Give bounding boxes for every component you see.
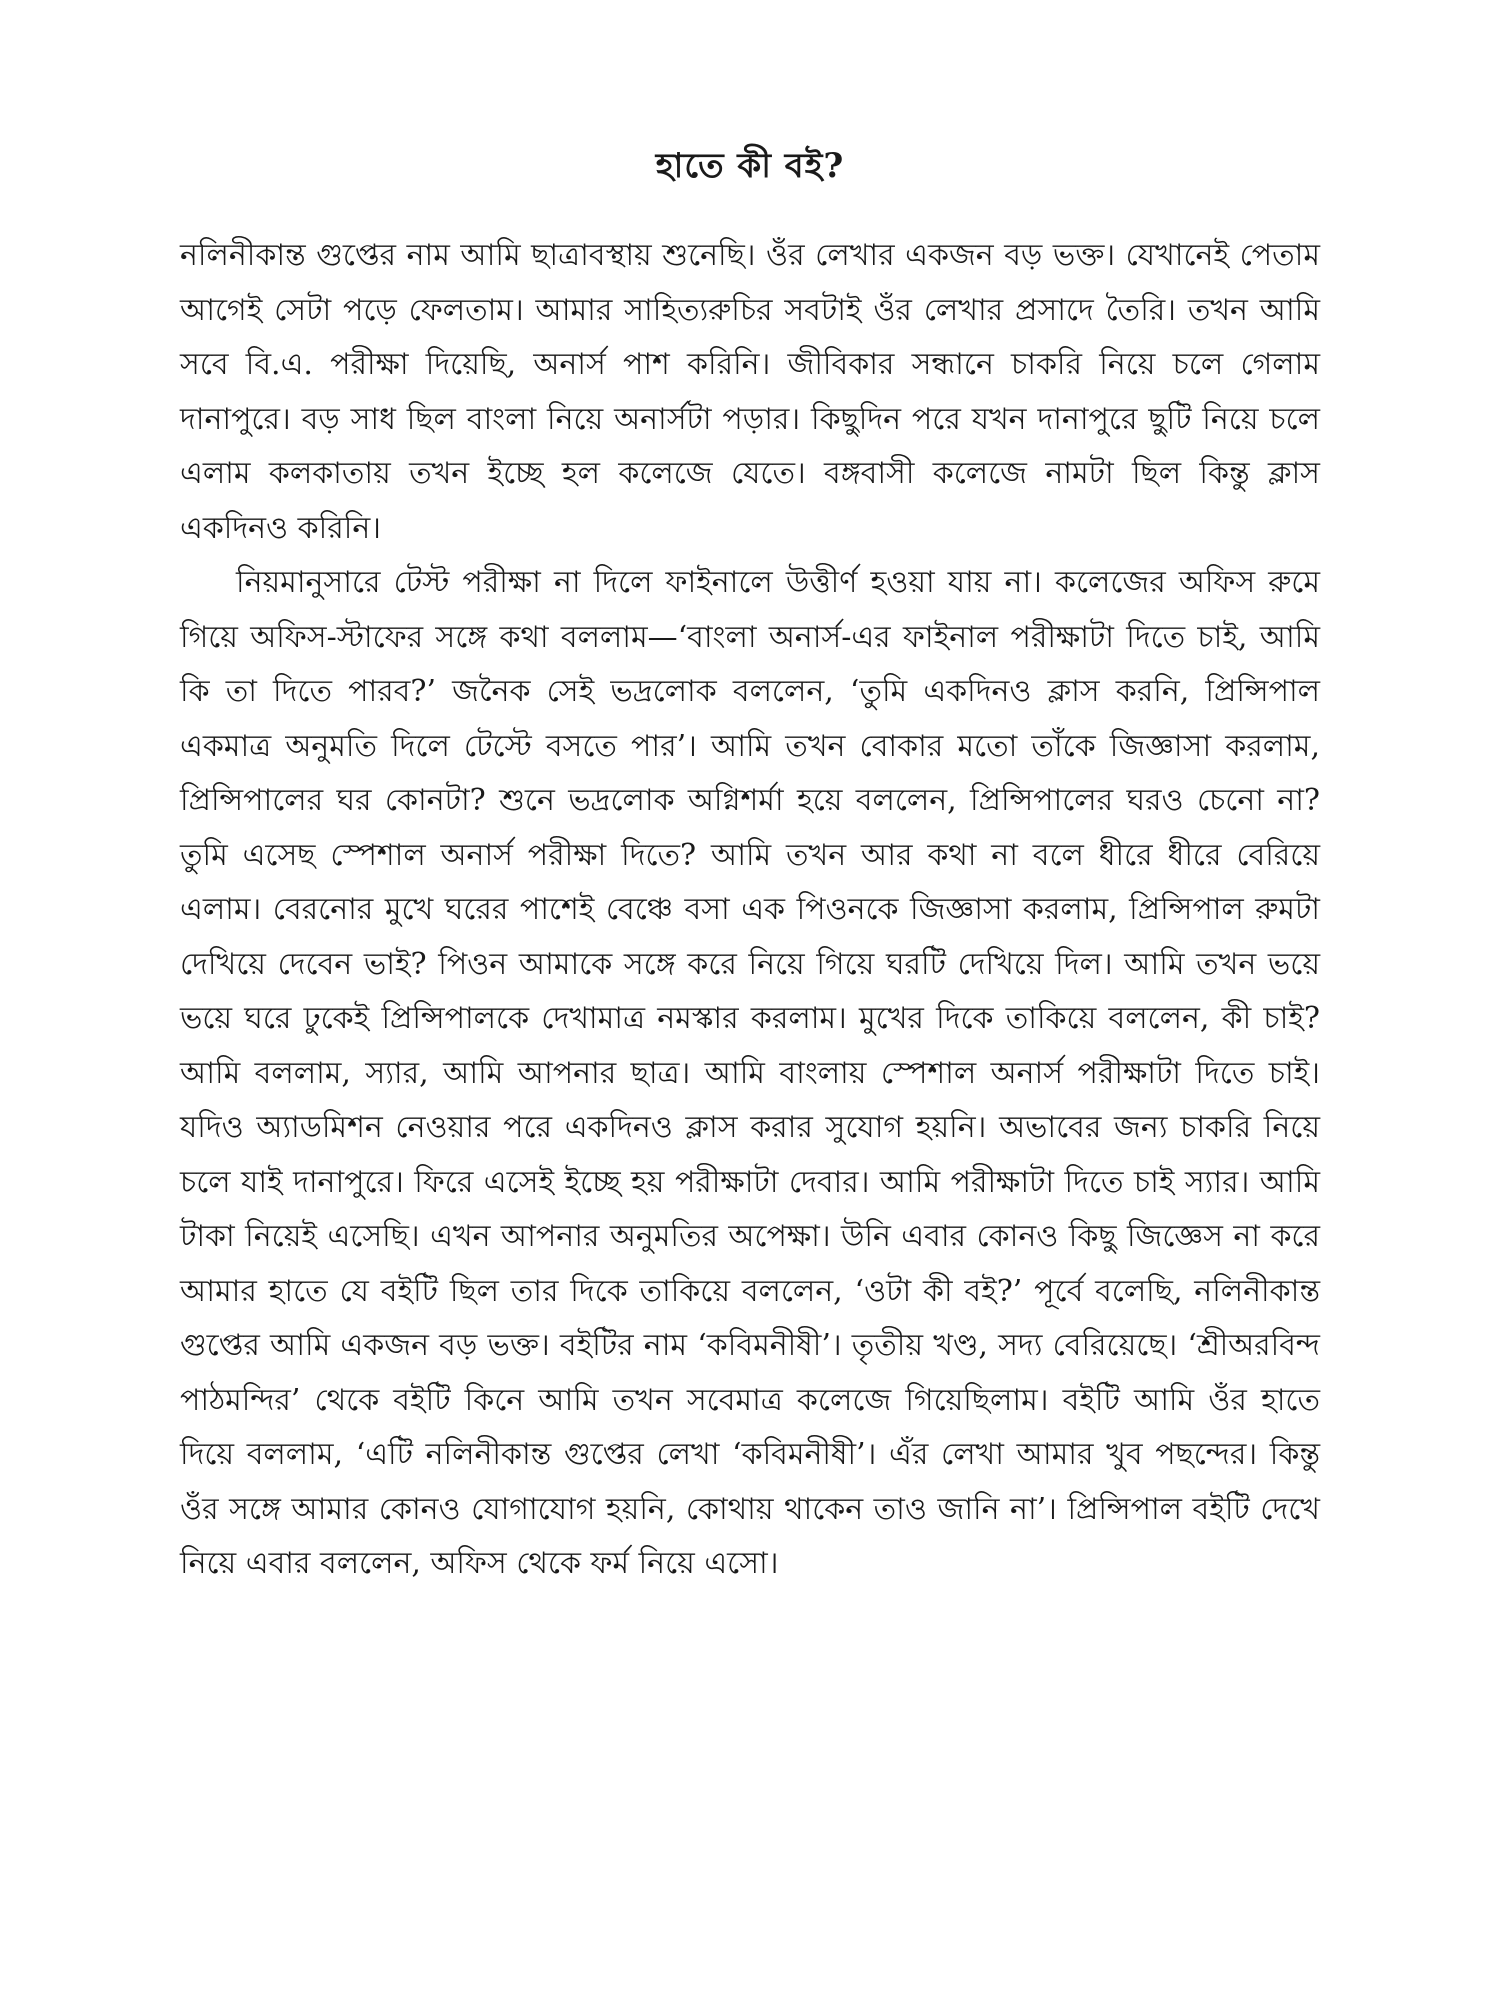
book-page — [180, 140, 1320, 1900]
paragraph-1: নলিনীকান্ত গুপ্তের নাম আমি ছাত্রাবস্থায় শুনেছি। ওঁর লেখার একজন বড় ভক্ত। যেখানেই পেতাম আগেই সেটা পড়ে ফেলতাম। আমার সাহিত্যরুচির সবটাই ওঁর লেখার প্রসাদে তৈরি। তখন আমি সবে বি.এ. পরীক্ষা দিয়েছি, অনার্স পাশ করিনি। জীবিকার সন্ধানে চাকরি নিয়ে চলে গেলাম দানাপুরে। বড় সাধ ছিল বাংলা নিয়ে অনার্সটা পড়ার। কিছুদিন পরে যখন দানাপুরে ছুটি নিয়ে চলে এলাম কলকাতায় তখন ইচ্ছে হল কলেজে যেতে। বঙ্গবাসী কলেজে নামটা ছিল কিন্তু ক্লাস একদিনও করিনি। — [180, 238, 1320, 546]
chapter-title: হাতে কী বই? — [655, 146, 845, 186]
paragraph-2: নিয়মানুসারে টেস্ট পরীক্ষা না দিলে ফাইনালে উত্তীর্ণ হওয়া যায় না। কলেজের অফিস রুমে গিয়ে অফিস-স্টাফের সঙ্গে কথা বললাম—‘বাংলা অনার্স-এর ফাইনাল পরীক্ষাটা দিতে চাই, আমি কি তা দিতে পারব?’ জনৈক সেই ভদ্রলোক বললেন, ‘তুমি একদিনও ক্লাস করনি, প্রিন্সিপাল একমাত্র অনুমতি দিলে টেস্টে বসতে পার’। আমি তখন বোকার মতো তাঁকে জিজ্ঞাসা করলাম, প্রিন্সিপালের ঘর কোনটা? শুনে ভদ্রলোক অগ্নিশর্মা হয়ে বললেন, প্রিন্সিপালের ঘরও চেনো না? তুমি এসেছ স্পেশাল অনার্স পরীক্ষা দিতে? আমি তখন আর কথা না বলে ধীরে ধীরে বেরিয়ে এলাম। বেরনোর মুখে ঘরের পাশেই বেঞ্চে বসা এক পিওনকে জিজ্ঞাসা করলাম, প্রিন্সিপাল রুমটা দেখিয়ে দেবেন ভাই? পিওন আমাকে সঙ্গে করে নিয়ে গিয়ে ঘরটি দেখিয়ে দিল। আমি তখন ভয়ে ভয়ে ঘরে ঢুকেই প্রিন্সিপালকে দেখামাত্র নমস্কার করলাম। মুখের দিকে তাকিয়ে বললেন, কী চাই? আমি বললাম, স্যার, আমি আপনার ছাত্র। আমি বাংলায় স্পেশাল অনার্স পরীক্ষাটা দিতে চাই। যদিও অ্যাডমিশন নেওয়ার পরে একদিনও ক্লাস করার সুযোগ হয়নি। অভাবের জন্য চাকরি নিয়ে চলে যাই দানাপুরে। ফিরে এসেই ইচ্ছে হয় পরীক্ষাটা দেবার। আমি পরীক্ষাটা দিতে চাই স্যার। আমি টাকা নিয়েই এসেছি। এখন আপনার অনুমতির অপেক্ষা। উনি এবার কোনও কিছু জিজ্ঞেস না করে আমার হাতে যে বইটি ছিল তার দিকে তাকিয়ে বললেন, ‘ওটা কী বই?’ পূর্বে বলেছি, নলিনীকান্ত গুপ্তের আমি একজন বড় ভক্ত। বইটির নাম ‘কবিমনীষী’। তৃতীয় খণ্ড, সদ্য বেরিয়েছে। ‘শ্রীঅরবিন্দ পাঠমন্দির’ থেকে বইটি কিনে আমি তখন সবেমাত্র কলেজে গিয়েছিলাম। বইটি আমি ওঁর হাতে দিয়ে বললাম, ‘এটি নলিনীকান্ত গুপ্তের লেখা ‘কবিমনীষী’। এঁর লেখা আমার খুব পছন্দের। কিন্তু ওঁর সঙ্গে আমার কোনও যোগাযোগ হয়নি, কোথায় থাকেন তাও জানি না’। প্রিন্সিপাল বইটি দেখে নিয়ে এবার বললেন, অফিস থেকে ফর্ম নিয়ে এসো। — [180, 565, 1320, 1581]
